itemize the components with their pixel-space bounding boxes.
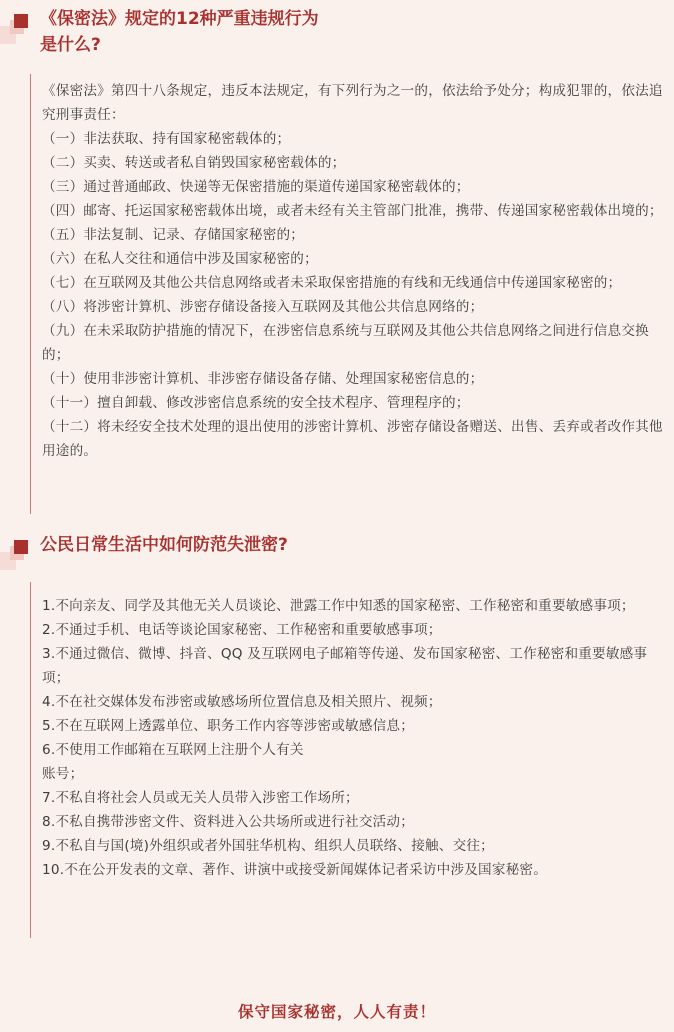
tip-item: 8.不私自携带涉密文件、资料进入公共场所或进行社交活动； [42,814,415,830]
violation-item: （十）使用非涉密计算机、非涉密存储设备存储、处理国家秘密信息的； [42,371,484,387]
tip-item: 1.不向亲友、同学及其他无关人员谈论、泄露工作中知悉的国家秘密、工作秘密和重要敏感事项； [42,598,635,614]
tip-item: 4.不在社交媒体发布涉密或敏感场所位置信息及相关照片、视频； [42,694,442,710]
law-intro: 《保密法》第四十八条规定，违反本法规定，有下列行为之一的，依法给予处分；构成犯罪的，依法追究刑事责任： [42,83,663,123]
violation-item: （三）通过普通邮政、快递等无保密措施的渠道传递国家秘密载体的； [42,179,470,195]
violation-item: （八）将涉密计算机、涉密存储设备接入互联网及其他公共信息网络的； [42,299,484,315]
violation-item: （十二）将未经安全技术处理的退出使用的涉密计算机、涉密存储设备赠送、出售、丢弃或者改作其他用途的。 [42,419,663,459]
tip-item: 6.不使用工作邮箱在互联网上注册个人有关 [42,742,304,758]
tip-item: 3.不通过微信、微博、抖音、QQ 及互联网电子邮箱等传递、发布国家秘密、工作秘密和重要敏感事项； [42,646,648,686]
tip-item: 9.不私自与国(境)外组织或者外国驻华机构、组织人员联络、接触、交往； [42,838,494,854]
violation-item: （六）在私人交往和通信中涉及国家秘密的； [42,251,318,267]
section1-title-line: 《保密法》规定的12种严重违规行为 [40,9,319,29]
section2-divider [30,582,31,938]
square-bullet-icon [10,540,32,562]
violation-item: （二）买卖、转送或者私自销毁国家秘密载体的； [42,155,346,171]
violation-item: （十一）擅自卸载、修改涉密信息系统的安全技术程序、管理程序的； [42,395,470,411]
square-bullet-icon [10,14,32,36]
section1-body [42,79,664,463]
tip-item: 账号； [42,766,84,782]
tip-item: 7.不私自将社会人员或无关人员带入涉密工作场所； [42,790,359,806]
section1-title [40,6,319,58]
footer-slogan: 保守国家秘密，人人有责！ [237,1003,436,1021]
section2-title-line: 公民日常生活中如何防范失泄密? [40,535,288,555]
violation-item: （七）在互联网及其他公共信息网络或者未采取保密措施的有线和无线通信中传递国家秘密的； [42,275,622,291]
tip-item: 10.不在公开发表的文章、著作、讲演中或接受新闻媒体记者采访中涉及国家秘密。 [42,862,547,878]
violation-item: （五）非法复制、记录、存储国家秘密的； [42,227,305,243]
section2-body [42,594,664,882]
section2-title [40,532,288,558]
tip-item: 2.不通过手机、电话等谈论国家秘密、工作秘密和重要敏感事项； [42,622,442,638]
violation-item: （九）在未采取防护措施的情况下，在涉密信息系统与互联网及其他公共信息网络之间进行信息交换的； [42,323,649,363]
tip-item: 5.不在互联网上透露单位、职务工作内容等涉密或敏感信息； [42,718,415,734]
section1-divider [30,74,31,514]
violation-item: （四）邮寄、托运国家秘密载体出境，或者未经有关主管部门批准，携带、传递国家秘密载体出境的； [42,203,663,219]
violation-item: （一）非法获取、持有国家秘密载体的； [42,131,291,147]
section1-title-line: 是什么? [40,35,101,55]
